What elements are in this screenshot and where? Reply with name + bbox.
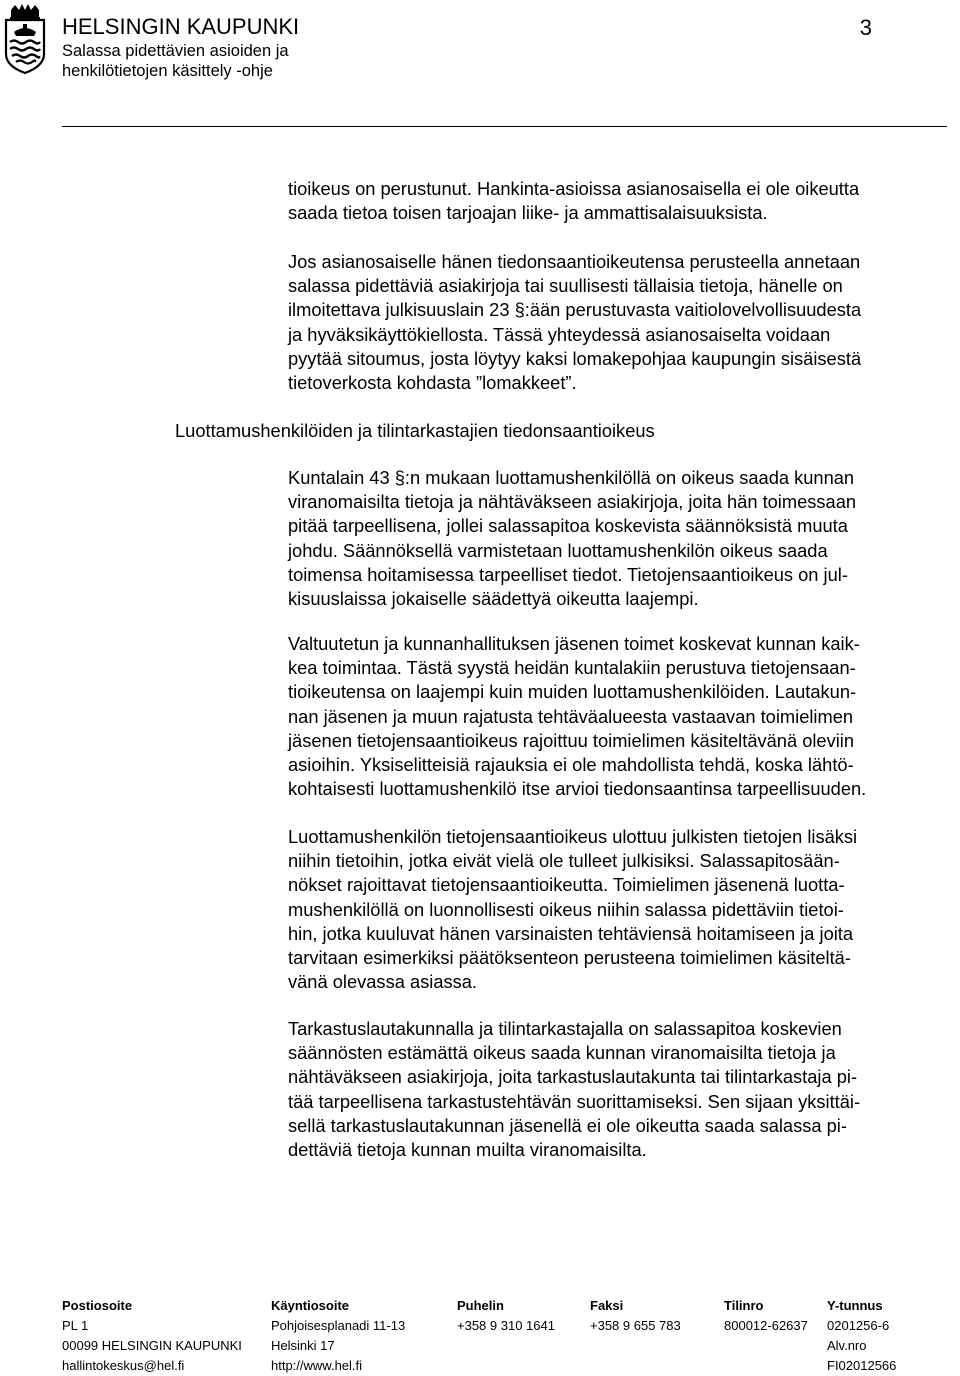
document-title-line-1: Salassa pidettävien asioiden ja: [62, 42, 289, 60]
footer-value: [457, 1336, 555, 1356]
paragraph: tioikeus on perustunut. Hankinta-asioissa asianosaisella ei ole oikeutta saada tietoa toisen tarjoajan liike- ja ammattisalaisuuksista.: [288, 178, 860, 224]
footer-value: 00099 HELSINGIN KAUPUNKI: [62, 1338, 242, 1353]
footer-fax: [590, 1296, 681, 1376]
footer-postal-address: [62, 1296, 242, 1376]
footer-value: Pohjoisesplanadi 11-13: [271, 1318, 406, 1333]
footer-label: Tilinro: [724, 1298, 764, 1313]
footer-account-number: [724, 1296, 808, 1376]
footer-email[interactable]: hallintokeskus@hel.fi: [62, 1358, 185, 1373]
paragraph: Tarkastuslautakunnalla ja tilintarkastajalla on salassapitoa koskevien säännösten estämättä oikeus saada kunnan viranomaisilta tietoja ja nähtäväkseen asiakirjoja, joita tarkastuslautakunta tai tilintarkastaja pi- tää tarpeellisena tarkastustehtävän suorittamiseksi. Sen sijaan yksittäi- sellä tarkastuslautakunnan jäsenellä ei ole oikeutta saada salassa pi- dettäviä tietoja kunnan muilta viranomaisilta.: [288, 1018, 861, 1161]
footer-value: +358 9 310 1641: [457, 1318, 555, 1333]
page-number: 3: [859, 15, 872, 40]
paragraph: Luottamushenkilön tietojensaantioikeus ulottuu julkisten tietojen lisäksi niihin tietoihin, jotka eivät vielä ole tulleet julkisiksi. Salassapitosään- nökset rajoittavat tietojensaantioikeutta. Toimielimen jäsenenä luotta- mushenkilöllä on luonnollisesti oikeus niihin salassa pidettäviin tietoi- hin, jotka kuuluvat hänen varsinaisten tehtäviensä hoitamiseen ja joita tarvitaan esimerkiksi päätöksenteon perusteena toimielimen käsiteltä- vänä olevassa asiassa.: [288, 826, 858, 993]
footer-label: Y-tunnus: [827, 1298, 883, 1313]
footer-value: 800012-62637: [724, 1318, 808, 1333]
footer-label: Käyntiosoite: [271, 1298, 350, 1313]
header-divider: [62, 126, 947, 127]
footer-value: [724, 1336, 808, 1356]
footer-value: Alv.nro: [827, 1338, 867, 1353]
paragraph: Jos asianosaiselle hänen tiedonsaantioikeutensa perusteella annetaan salassa pidettäviä asiakirjoja tai suullisesti tällaisia tietoja, hänelle on ilmoitettava julkisuuslain 23 §:ään perustuvasta vaitiolovelvollisuudesta ja hyväksikäyttökiellosta. Tässä yhteydessä asianosaiselta voidaan pyytää sitoumus, josta löytyy kaksi lomakepohjaa kaupungin sisäisestä tietoverkosta kohdasta ”lomakkeet”.: [288, 251, 862, 394]
footer-value: FI02012566: [827, 1358, 897, 1373]
footer-visiting-address: [271, 1296, 405, 1376]
footer-value: Helsinki 17: [271, 1338, 335, 1353]
footer-business-id: [827, 1296, 896, 1376]
footer-value: [724, 1356, 808, 1376]
document-title-line-2: henkilötietojen käsittely -ohje: [62, 62, 273, 80]
footer-label: Puhelin: [457, 1298, 504, 1313]
footer-value: 0201256-6: [827, 1318, 890, 1333]
footer-phone: [457, 1296, 555, 1376]
footer-label: Faksi: [590, 1298, 624, 1313]
footer-label: Postiosoite: [62, 1298, 133, 1313]
paragraph: Valtuutetun ja kunnanhallituksen jäsenen toimet koskevat kunnan kaik- kea toimintaa. Tästä syystä heidän kuntalakiin perustuva tietojensaan- tioikeutensa on laajempi kuin muiden luottamushenkilöiden. Lautakun- nan jäsenen ja muun rajatusta tehtäväalueesta vastaavan toimielimen jäsenen tietojensaantioikeus rajoittuu toimielimen käsiteltävänä oleviin asioihin. Yksiselitteisiä rajauksia ei ole mahdollista tehdä, koska lähtö- kohtaisesti luottamushenkilö itse arvioi tiedonsaantinsa tarpeellisuuden.: [288, 633, 867, 800]
footer-website-link[interactable]: http://www.hel.fi: [271, 1358, 363, 1373]
footer-value: +358 9 655 783: [590, 1318, 681, 1333]
organization-name: HELSINGIN KAUPUNKI: [62, 14, 300, 39]
footer-value: PL 1: [62, 1318, 89, 1333]
paragraph: Kuntalain 43 §:n mukaan luottamushenkilöllä on oikeus saada kunnan viranomaisilta tietoja ja nähtäväkseen asiakirjoja, joita hän toimessaan pitää tarpeellisena, jollei salassapitoa koskevista säännöksistä muuta johdu. Säännöksellä varmistetaan luottamushenkilön oikeus saada toimensa hoitamisessa tarpeelliset tiedot. Tietojensaantioikeus on jul- kisuuslaissa jokaiselle säädettyä oikeutta laajempi.: [288, 467, 857, 610]
footer-value: [590, 1336, 681, 1356]
footer-value: [590, 1356, 681, 1376]
city-coat-of-arms-logo: [2, 2, 48, 76]
section-heading: Luottamushenkilöiden ja tilintarkastajien tiedonsaantioikeus: [175, 420, 655, 441]
footer-value: [457, 1356, 555, 1376]
